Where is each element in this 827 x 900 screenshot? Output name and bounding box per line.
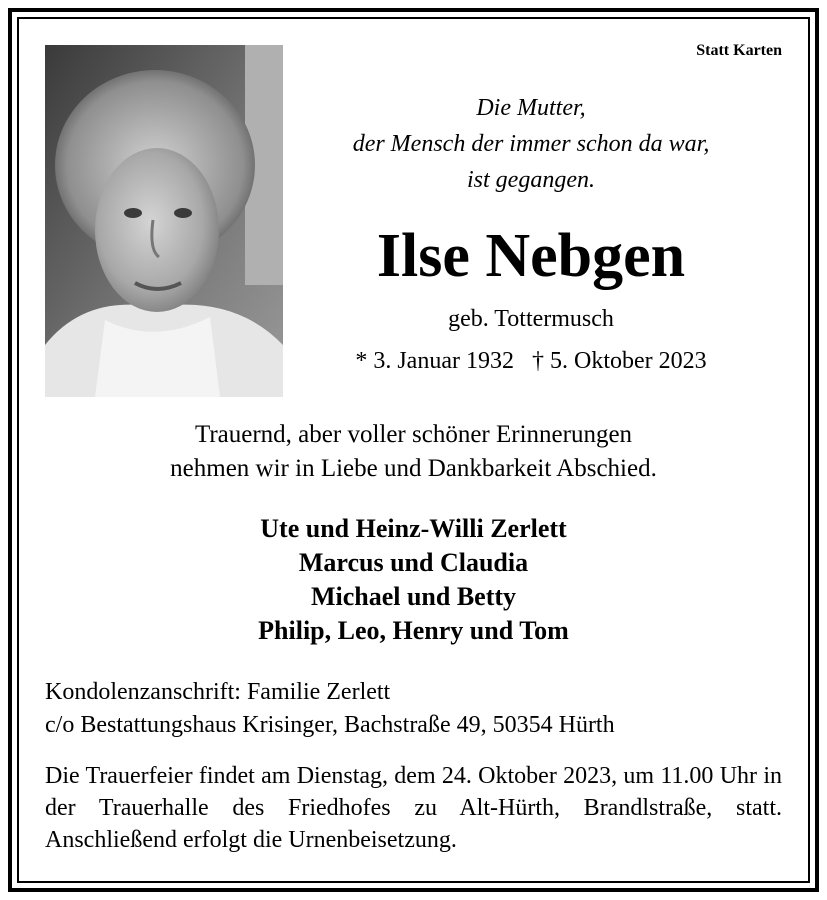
condolence-address xyxy=(45,676,782,742)
family-line: Michael und Betty xyxy=(310,582,517,611)
death-date: † 5. Oktober 2023 xyxy=(531,348,707,374)
quote-line: Die Mutter, xyxy=(476,95,586,121)
address-line: Kondolenzanschrift: Familie Zerlett xyxy=(45,679,391,705)
portrait-photo xyxy=(45,45,283,397)
address-line: c/o Bestattungshaus Krisinger, Bachstraße 49, 50354 Hürth xyxy=(45,712,615,738)
statt-karten-label: Statt Karten xyxy=(696,42,782,59)
family-line: Marcus und Claudia xyxy=(298,548,529,577)
birth-date: * 3. Januar 1932 xyxy=(355,348,514,374)
family-line: Philip, Leo, Henry und Tom xyxy=(258,616,569,645)
birth-name: geb. Tottermusch xyxy=(448,306,614,332)
ceremony-info: Die Trauerfeier findet am Dienstag, dem 24. Oktober 2023, um 11.00 Uhr in der Trauerhalle des Friedhofes zu Alt-Hürth, Brandlstraße, statt. Anschließend erfolgt die Urnenbeisetzung. xyxy=(45,763,782,853)
quote-line: ist gegangen. xyxy=(467,167,595,193)
mourning-line: Trauernd, aber voller schöner Erinnerungen xyxy=(194,421,633,448)
life-dates xyxy=(300,344,762,378)
memorial-quote xyxy=(300,90,762,198)
mourning-line: nehmen wir in Liebe und Dankbarkeit Abschied. xyxy=(170,455,657,482)
family-names xyxy=(45,512,782,648)
deceased-name: Ilse Nebgen xyxy=(376,222,686,290)
quote-line: der Mensch der immer schon da war, xyxy=(352,131,710,157)
mourning-text xyxy=(45,418,782,486)
family-line: Ute und Heinz-Willi Zerlett xyxy=(260,514,567,543)
